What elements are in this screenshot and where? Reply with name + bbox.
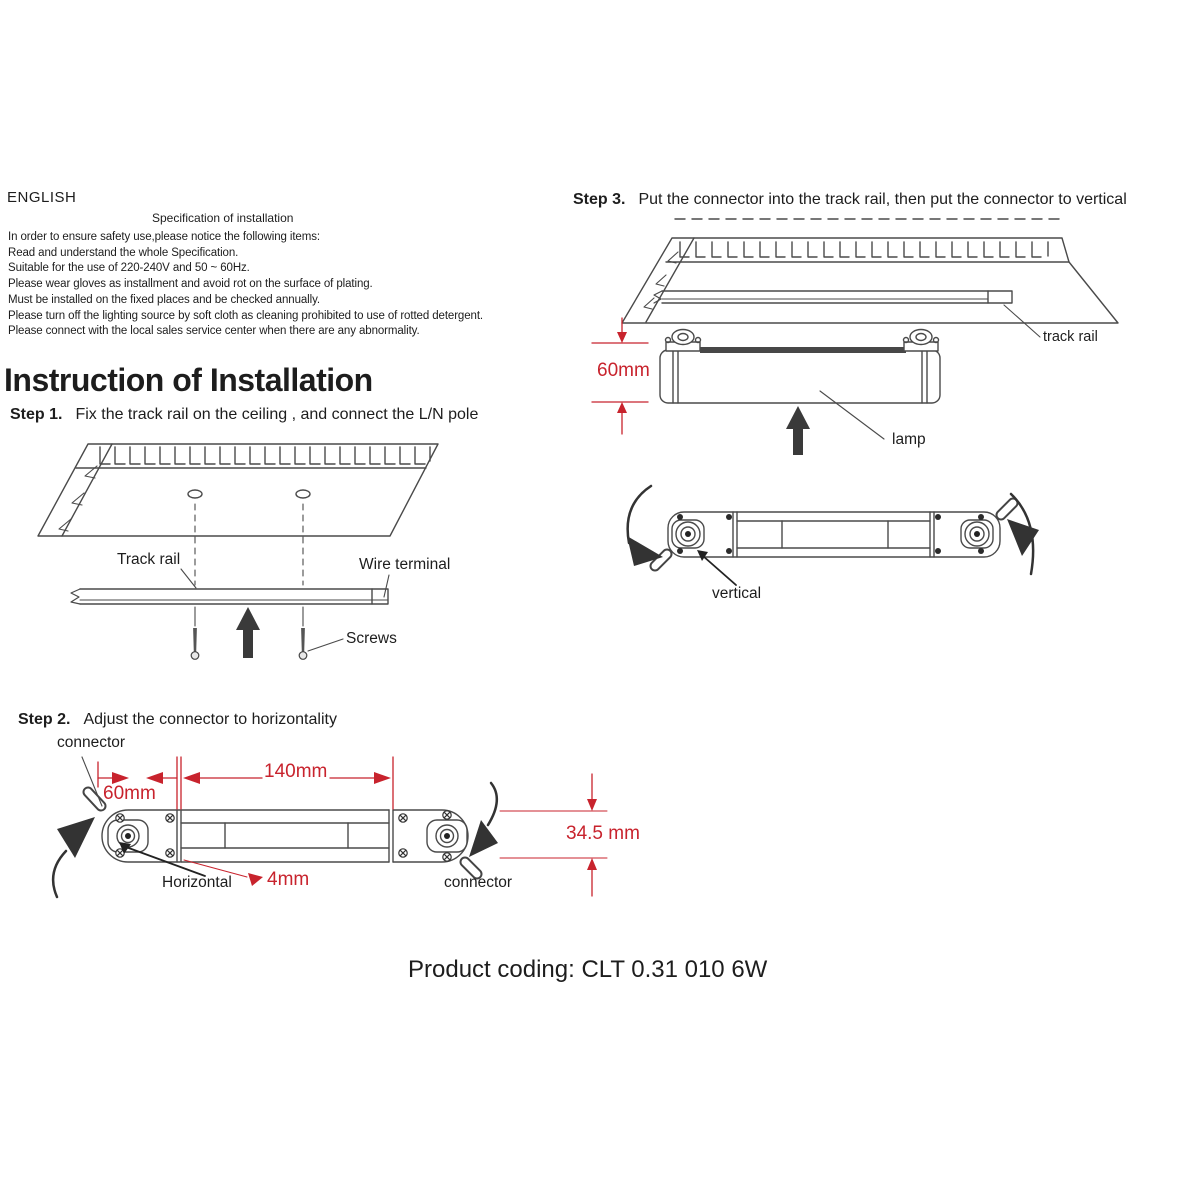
step3-instruction: Put the connector into the track rail, then put the connector to vertical [638,191,1127,208]
wire-terminal-label: Wire terminal [359,556,451,573]
lamp-label: lamp [892,431,926,448]
step2-label: Step 2. [18,711,71,728]
step1-drop-lines [195,504,303,626]
step3-lamp-leader [820,391,884,439]
step2-horizontal-arrow-icon [119,842,205,876]
connector-top-label: connector [57,734,126,751]
dim-140mm: 140mm [264,761,328,782]
step1-ceiling [38,444,438,536]
dim-60mm-step3: 60mm [597,360,650,381]
product-coding: Product coding: CLT 0.31 010 6W [408,956,768,983]
spec-title: Specification of installation [152,211,294,225]
track-rail-label-step3: track rail [1043,329,1098,345]
dim-4mm: 4mm [267,869,310,890]
step3-ceiling [622,219,1118,323]
horizontal-label: Horizontal [162,874,232,891]
step3-lamp [660,330,940,404]
step3-heading [573,191,1127,209]
step2-heading [18,711,337,729]
screws-label: Screws [346,630,397,647]
spec-item: Please turn off the lighting source by soft cloth as cleaning prohibited to use of rotted detergent. [8,309,484,322]
step3-up-arrow-icon [786,406,810,455]
spec-item: Please connect with the local sales service center when there are any abnormality. [8,325,420,338]
spec-list [8,230,483,340]
spec-item: Please wear gloves as installment and avoid rot on the surface of plating. [8,278,373,291]
spec-item: Read and understand the whole Specification. [8,246,239,259]
spec-item: Suitable for the use of 220-240V and 50 ~ 60Hz. [8,262,250,275]
language-header: ENGLISH [7,189,77,206]
step3-track-rail [654,291,1040,337]
page-title: Instruction of Installation [4,362,373,398]
dim-60mm: 60mm [103,783,156,804]
step1-track-rail [71,589,388,604]
step2-instruction: Adjust the connector to horizontality [83,711,337,728]
spec-item: In order to ensure safety use,please notice the following items: [8,231,320,243]
step2-rotate-arrow-left-icon [53,817,95,897]
connector-right-label: connector [444,874,513,891]
track-rail-label: Track rail [117,551,181,568]
vertical-label: vertical [712,585,762,602]
step2-rotate-arrow-right-icon [469,783,498,857]
spec-item: Must be installed on the fixed places and be checked annually. [8,293,320,306]
dim-34-5mm: 34.5 mm [566,823,640,844]
step3-label: Step 3. [573,191,626,208]
step1-up-arrow-icon [236,607,260,658]
step3-lamp-flat [655,503,1013,566]
step1-label: Step 1. [10,406,63,423]
step3-vertical-arrow-icon [697,550,736,585]
step3-rotate-arrow-left-icon [627,486,663,566]
step1-instruction: Fix the track rail on the ceiling , and connect the L/N pole [75,406,479,423]
step1-heading [10,406,478,424]
